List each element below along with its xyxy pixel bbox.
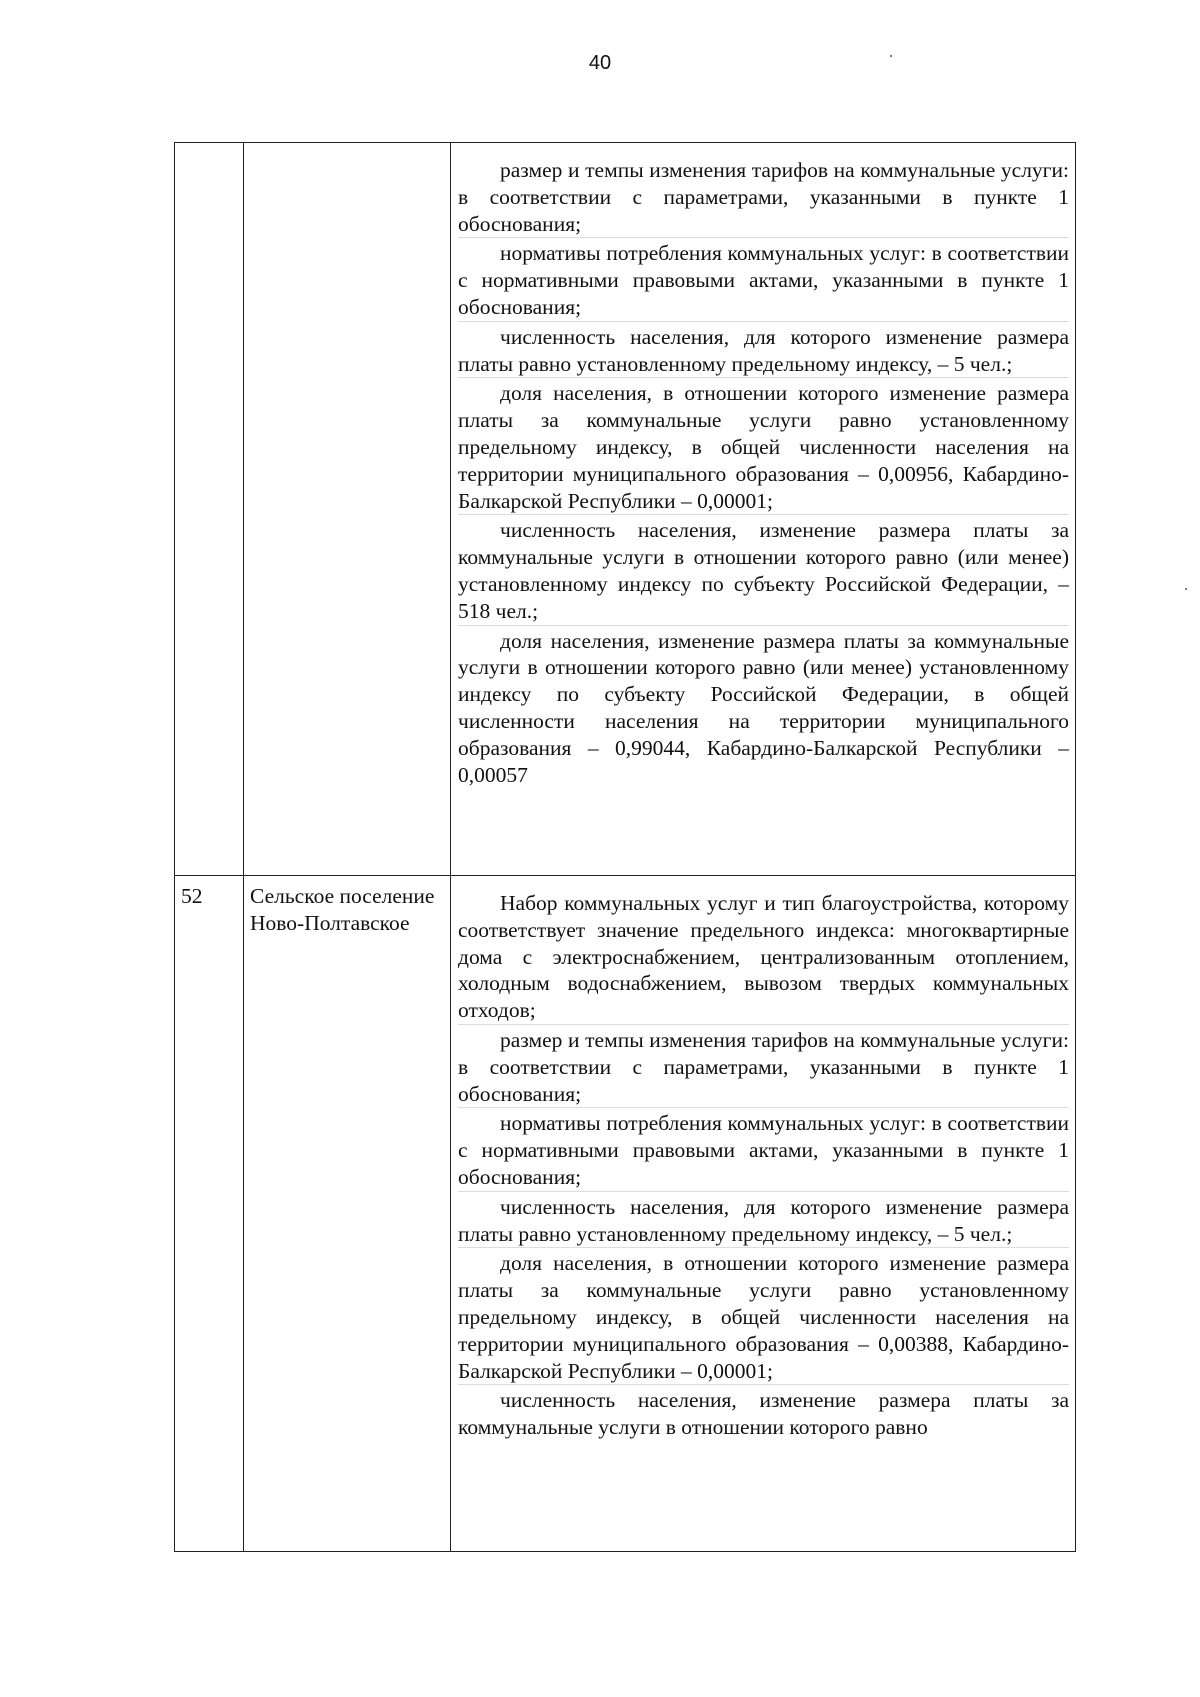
paragraph: Набор коммунальных услуг и тип благоустройства, которому соответствует значение предельного индекса: многоквартирные дома с электроснабжением, централизованным отоплением, холодным водоснабжением, вывозом твердых коммунальных отходов; — [458, 890, 1069, 1025]
paragraph: размер и темпы изменения тарифов на коммунальные услуги: в соответствии с параметрами, указанными в пункте 1 обоснования; — [458, 157, 1069, 238]
paragraph: численность населения, изменение размера платы за коммунальные услуги в отношении которого равно — [458, 1388, 1069, 1440]
table-row — [175, 876, 1076, 1552]
data-table — [174, 142, 1076, 1552]
row-number — [175, 143, 244, 876]
scan-speck — [1185, 588, 1187, 590]
paragraph: численность населения, для которого изменение размера платы равно установленному предельному индексу, – 5 чел.; — [458, 324, 1069, 379]
row-number: 52 — [175, 876, 244, 1552]
paragraph: размер и темпы изменения тарифов на коммунальные услуги: в соответствии с параметрами, указанными в пункте 1 обоснования; — [458, 1027, 1069, 1108]
municipality-name — [244, 143, 451, 876]
page-number: 40 — [588, 52, 612, 74]
table-row — [175, 143, 1076, 876]
municipality-name: Сельское поселение Ново-Полтавское — [244, 876, 451, 1552]
paragraph: численность населения, для которого изменение размера платы равно установленному предельному индексу, – 5 чел.; — [458, 1194, 1069, 1249]
indicators-cell — [451, 143, 1076, 876]
scan-speck — [890, 55, 892, 57]
paragraph: нормативы потребления коммунальных услуг: в соответствии с нормативными правовыми актами, указанными в пункте 1 обоснования; — [458, 240, 1069, 321]
paragraph: доля населения, в отношении которого изменение размера платы за коммунальные услуги равно установленному предельному индексу, в общей численности населения на территории муниципального образования – 0,00388, Кабардино-Балкарской Республики – 0,00001; — [458, 1250, 1069, 1385]
paragraph: доля населения, изменение размера платы за коммунальные услуги в отношении которого равно (или менее) установленному индексу по субъекту Российской Федерации, в общей численности населения на территории муниципального образования – 0,99044, Кабардино-Балкарской Республики – 0,00057 — [458, 628, 1069, 787]
paragraph: нормативы потребления коммунальных услуг: в соответствии с нормативными правовыми актами, указанными в пункте 1 обоснования; — [458, 1110, 1069, 1191]
paragraph: доля населения, в отношении которого изменение размера платы за коммунальные услуги равно установленному предельному индексу, в общей численности населения на территории муниципального образования – 0,00956, Кабардино-Балкарской Республики – 0,00001; — [458, 380, 1069, 515]
indicators-cell — [451, 876, 1076, 1552]
paragraph: численность населения, изменение размера платы за коммунальные услуги в отношении которого равно (или менее) установленному индексу по субъекту Российской Федерации, – 518 чел.; — [458, 517, 1069, 625]
